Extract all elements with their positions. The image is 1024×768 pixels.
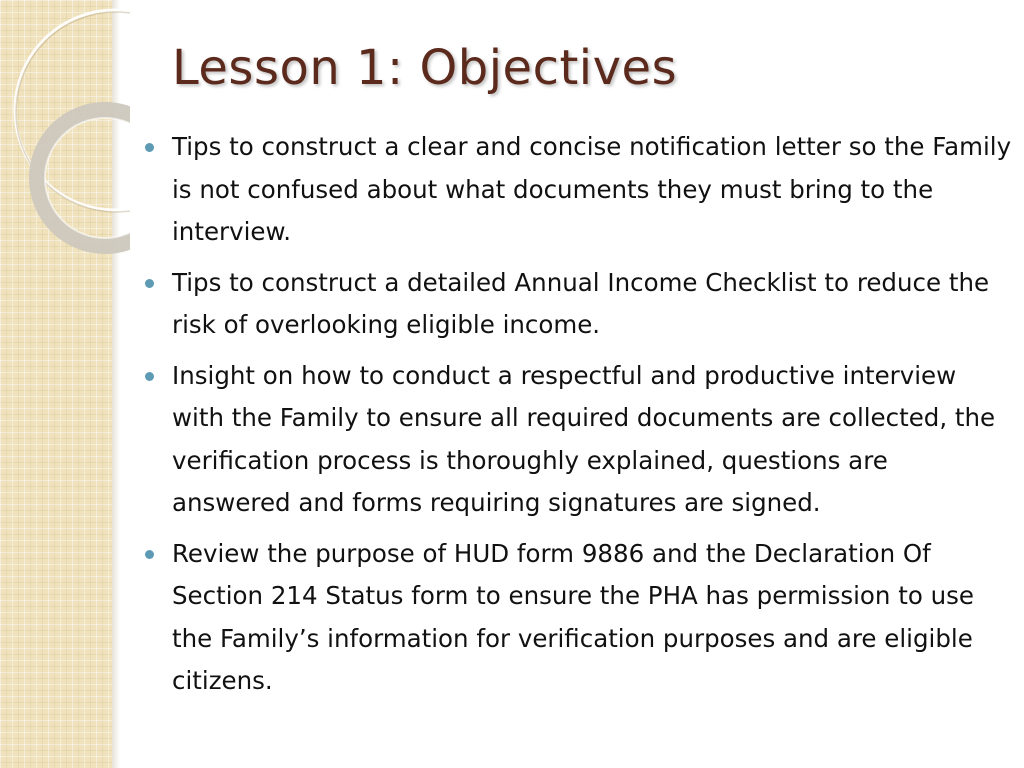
objective-interview: [145, 355, 1013, 525]
bullet-text: Tips to construct a clear and concise notification letter so the Family is not confused about what documents they must bring to the interview.: [172, 132, 1012, 246]
objective-notification-letter: [145, 126, 1013, 254]
objective-income-checklist: [145, 262, 1013, 347]
round-bullet-icon: [145, 372, 154, 381]
bullet-text: Review the purpose of HUD form 9886 and the Declaration Of Section 214 Status form to ensure the PHA has permission to use the Family’s information for verification purposes and are eligible citizens.: [172, 538, 974, 695]
bullet-text: Tips to construct a detailed Annual Income Checklist to reduce the risk of overlooking eligible income.: [172, 267, 990, 339]
round-bullet-icon: [145, 279, 154, 288]
slide-title: Lesson 1: Objectives: [172, 40, 678, 96]
round-bullet-icon: [145, 143, 154, 152]
small-ring: [37, 110, 130, 246]
decorative-rings: [0, 0, 130, 260]
objectives-list: [145, 126, 1013, 711]
objective-hud-forms: [145, 533, 1013, 703]
round-bullet-icon: [145, 550, 154, 559]
bullet-text: Insight on how to conduct a respectful and productive interview with the Family to ensure all required documents are collected, the verification process is thoroughly explained, questions are answered and forms requiring signatures are signed.: [172, 360, 996, 517]
